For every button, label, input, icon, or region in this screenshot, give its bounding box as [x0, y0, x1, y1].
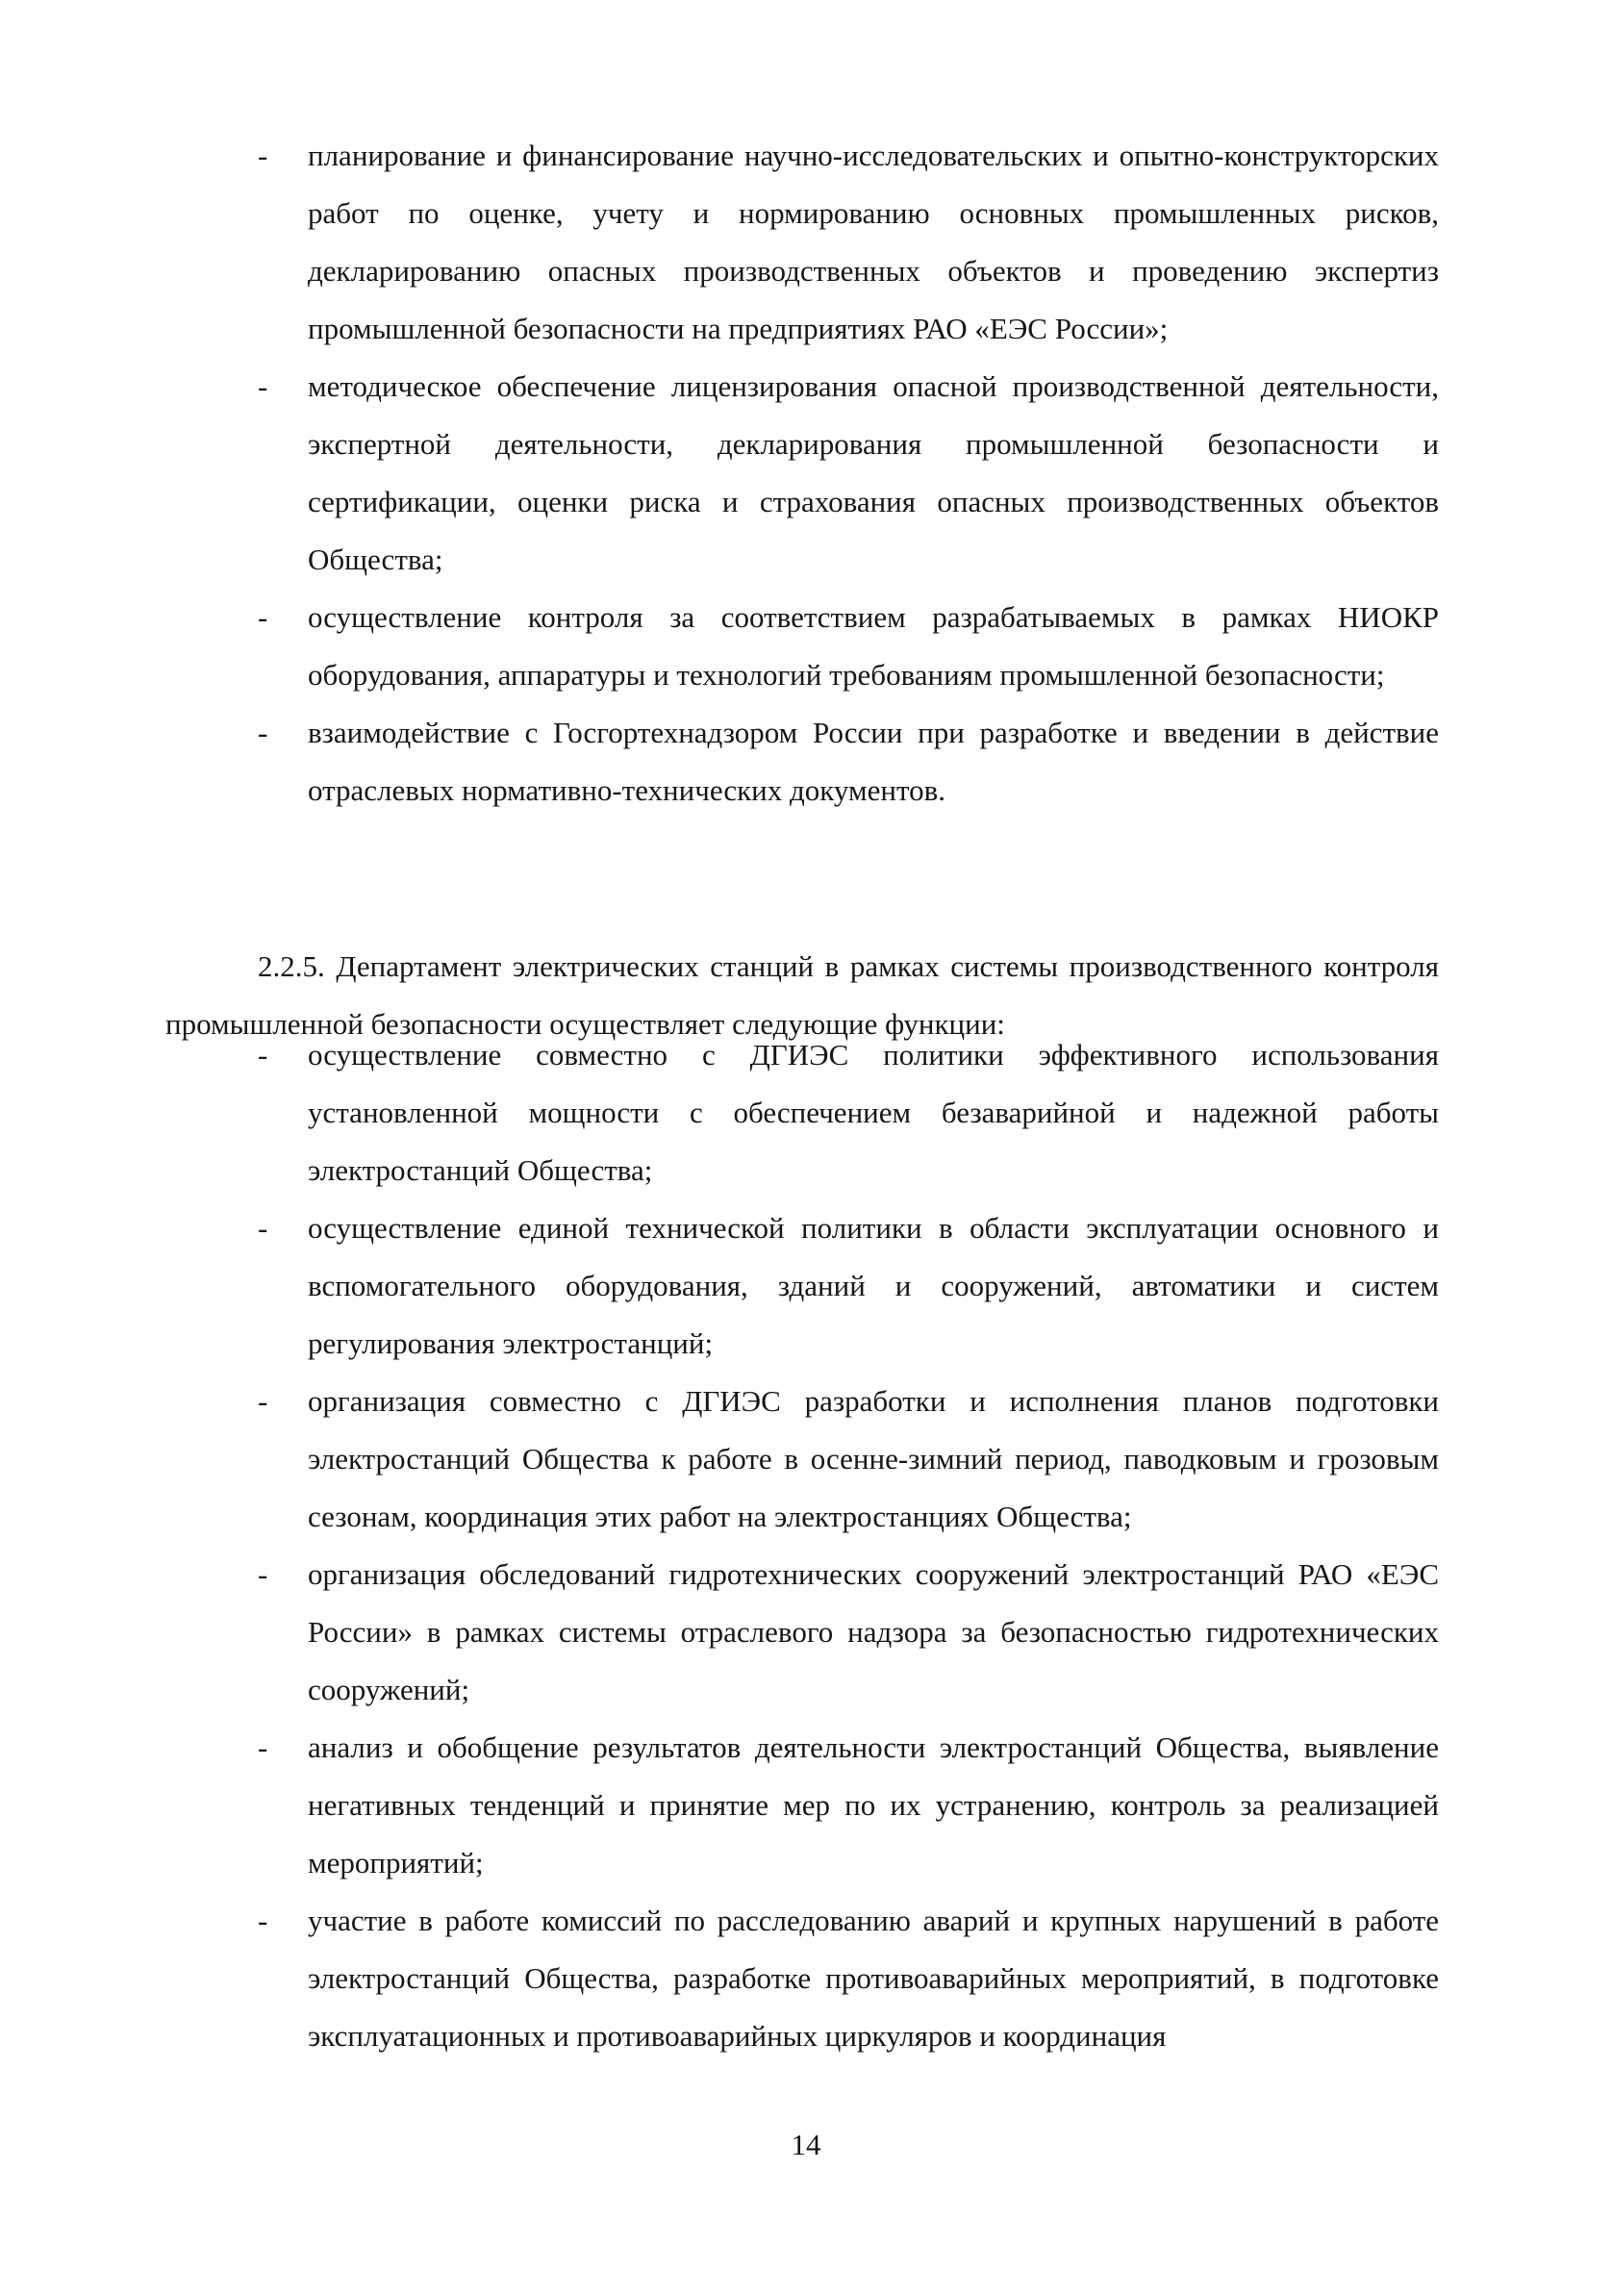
list-item-text: анализ и обобщение результатов деятельности электростанций Общества, выявление негативных тенденций и принятие мер по их устранению, контроль за реализацией мероприятий; — [308, 1730, 1439, 1880]
list-bullet: - — [258, 600, 268, 634]
list-item-text: организация обследований гидротехнических сооружений электростанций РАО «ЕЭС России» в рамках системы отраслевого надзора за безопасностью гидротехнических сооружений; — [308, 1557, 1439, 1706]
list-item-text: планирование и финансирование научно-исследовательских и опытно-конструкторских работ по оценке, учету и нормированию основных промышленных рисков, декларированию опасных производственных объектов и проведению экспертиз промышленной безопасности на предприятиях РАО «ЕЭС России»; — [308, 139, 1439, 345]
list-item-text: осуществление единой технической политики в области эксплуатации основного и вспомогательного оборудования, зданий и сооружений, автоматики и систем регулирования электростанций; — [308, 1211, 1439, 1360]
list-item — [0, 1546, 1439, 1719]
list-bullet: - — [258, 1904, 268, 1937]
list-item-text: организация совместно с ДГИЭС разработки и исполнения планов подготовки электростанций Общества к работе в осенне-зимний период, паводковым и грозовым сезонам, координация этих работ на электростанциях Общества; — [308, 1384, 1439, 1533]
list-bullet: - — [258, 1730, 268, 1764]
list-item-text: взаимодействие с Госгортехнадзором России при разработке и введении в действие отраслевых нормативно-технических документов. — [308, 716, 1439, 807]
list-item — [0, 1892, 1439, 2065]
list-item-text: участие в работе комиссий по расследованию аварий и крупных нарушений в работе электростанций Общества, разработке противоаварийных мероприятий, в подготовке эксплуатационных и противоаварийных циркуляров и координация — [308, 1904, 1439, 2053]
list-bullet: - — [258, 1038, 268, 1072]
list-item — [0, 1373, 1439, 1546]
page-number: 14 — [791, 2128, 821, 2161]
list-item-text: осуществление совместно с ДГИЭС политики эффективного использования установленной мощности с обеспечением безаварийной и надежной работы электростанций Общества; — [308, 1038, 1439, 1187]
list-item — [0, 589, 1439, 704]
list-item-text: методическое обеспечение лицензирования опасной производственной деятельности, экспертной деятельности, декларирования промышленной безопасности и сертификации, оценки риска и страхования опасных производственных объектов Общества; — [308, 369, 1439, 576]
list-bullet: - — [258, 139, 268, 172]
list-bullet: - — [258, 1211, 268, 1245]
list-bullet: - — [258, 369, 268, 403]
section-paragraph: 2.2.5. Департамент электрических станций в рамках системы производственного контроля промышленной безопасности осуществляет следующие функции: — [165, 949, 1439, 1041]
list-item — [0, 127, 1439, 358]
list-item — [0, 704, 1439, 820]
function-list-top — [0, 127, 1612, 820]
list-item — [0, 1199, 1439, 1373]
function-list-section — [0, 1026, 1612, 2065]
list-item — [0, 1026, 1439, 1199]
list-bullet: - — [258, 1384, 268, 1418]
list-bullet: - — [258, 1557, 268, 1591]
list-item-text: осуществление контроля за соответствием разрабатываемых в рамках НИОКР оборудования, аппаратуры и технологий требованиям промышленной безопасности; — [308, 600, 1439, 692]
list-item — [0, 358, 1439, 589]
list-bullet: - — [258, 716, 268, 749]
list-item — [0, 1719, 1439, 1892]
